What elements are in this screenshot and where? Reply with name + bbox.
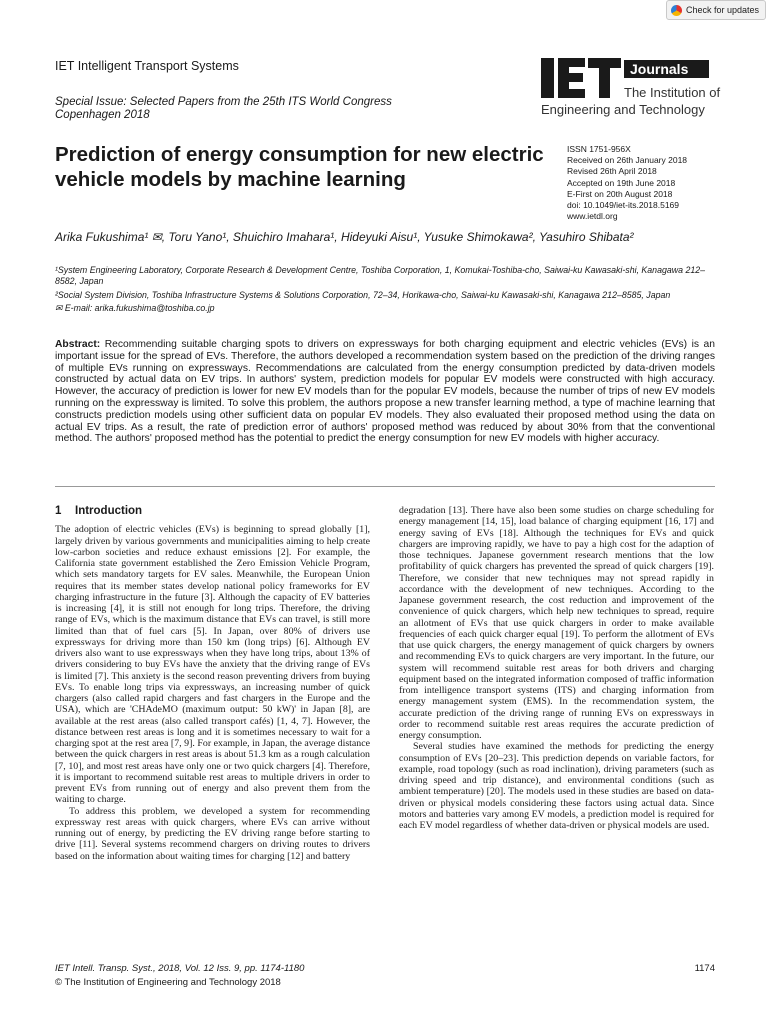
journals-label: Journals xyxy=(624,60,709,78)
special-issue-line1: Special Issue: Selected Papers from the 25th ITS World Congress xyxy=(55,96,392,108)
affiliations xyxy=(55,265,715,316)
footer-copyright: © The Institution of Engineering and Technology 2018 xyxy=(55,977,281,988)
paper-title: Prediction of energy consumption for new electric vehicle models by machine learning xyxy=(55,143,544,191)
corresponding-email: ✉ E-mail: arika.fukushima@toshiba.co.jp xyxy=(55,302,215,313)
abstract xyxy=(55,339,715,445)
page-number: 1174 xyxy=(694,963,715,974)
iet-journals-logo xyxy=(541,58,721,122)
check-for-updates-button[interactable] xyxy=(666,0,766,20)
section-title: Introduction xyxy=(75,505,143,517)
issn: ISSN 1751-956X xyxy=(567,144,631,154)
footer-citation: IET Intell. Transp. Syst., 2018, Vol. 12 Iss. 9, pp. 1174-1180 xyxy=(55,963,305,974)
website: www.ietdl.org xyxy=(567,211,618,222)
affiliation-2: ²Social System Division, Toshiba Infrastructure Systems & Solutions Corporation, 72–34, Horikawa-cho, Saiwai-ku Kawasaki-shi, Kanagawa 212–8585, Japan xyxy=(55,289,671,300)
doi: doi: 10.1049/iet-its.2018.5169 xyxy=(567,200,680,211)
divider xyxy=(55,486,715,487)
body-column-right xyxy=(399,505,714,831)
paragraph: The adoption of electric vehicles (EVs) is beginning to spread globally [1], largely driven by various governments and municipalities aiming to help create low-carbon societies and reduce exhaust emissions [2]. For example, the California state government established the Zero Emission Vehicle Program, which sets mandatory targets for EV sales. Meanwhile, the European Union requires that its member states develop national policy frameworks for EV charging infrastructure in the future [3]. Although the capacity of EV batteries is increasing [4], it is still not enough for long trips. Therefore, the driving range of EVs, which is the maximum distance that EVs can travel, is still more limited than that of fuel cars [5]. In Japan, over 80% of drivers use expressways for driving more than 150 km (long trips) [6]. Although EV drivers also want to use expressways when they have long trips, about 13% of drivers considering to buy EVs have the anxiety that the driving range of EVs is limited [7]. This anxiety is the second reason preventing drivers from buying EVs. To enable long trips via expressways, an increasing number of quick chargers (also called rapid chargers and fast chargers in the Europe and the USA), which are 'CHAdeMO (maximum output: 50 kW)' in Japan [8], are available at the rest areas (also called transport cafés) [1, 4, 7]. However, the distance between rest areas is long and it is sometimes necessary to wait for a charging spot at the rest area [7, 9]. For example, in Japan, the average distance between the quick chargers in rest areas is about 51.3 km as a rough calculation [7, 10], and most rest areas have only one or two quick chargers [4]. Therefore, it is important to recommend suitable rest areas to multiple drivers in order to prevent EVs from running out of energy and also prevent them from the waiting to charge. xyxy=(55,524,370,806)
special-issue-line2: Copenhagen 2018 xyxy=(55,109,150,121)
accepted-date: Accepted on 19th June 2018 xyxy=(567,177,676,188)
institution-line2: Engineering and Technology xyxy=(541,102,705,117)
abstract-text: Recommending suitable charging spots to drivers on expressways for both charging equipment and electric vehicles (EVs) is an important issue for the spread of EVs. Therefore, the authors developed a recommendation system based on the prediction of the driving ranges of multiple EVs running on expressways. Recommendations are calculated from the energy consumption predicted by data-driven models constructed by actual data on EV trips. In authors' system, prediction models for popular EV models were constructed with high accuracy. However, the accuracy of prediction is lower for new EV models than for the popular EV models, because the number of trips of new EV models running on the expressway is limited. To solve this problem, the authors propose a new transfer learning method, a type of machine learning that constructs prediction models using other sufficient data on popular EV models. They also evaluated their proposed method using the data on actual EV trips. As a result, the rate of prediction error of authors' proposed method was reduced by about 30% from that the conventional method. The authors' proposed method has the potential to predict the energy consumption for new EV models with higher accuracy. xyxy=(55,339,715,445)
paragraph: Several studies have examined the methods for predicting the energy consumption of EVs [20–23]. This prediction depends on variable factors, for example, road topology (such as road inclination), driving parameters (such as driving speed and trip distance), and environmental conditions (such as ambient temperature) [20]. The models used in these studies are based on data-driven or physical models considering these factors using actual data. Since motors and batteries vary among EV models, a prediction model is required for each EV model regardless of whether data-driven or physical models are used. xyxy=(399,741,714,831)
special-issue xyxy=(55,96,475,122)
author-list: Arika Fukushima¹ ✉, Toru Yano¹, Shuichiro Imahara¹, Hideyuki Aisu¹, Yusuke Shimokawa², Yasuhiro Shibata² xyxy=(55,230,634,244)
institution-line1: The Institution of xyxy=(624,85,721,100)
received-date: Received on 26th January 2018 xyxy=(567,155,688,166)
crossmark-icon xyxy=(671,5,682,16)
section-number: 1 xyxy=(55,505,62,517)
paragraph: To address this problem, we developed a system for recommending expressway rest areas with quick chargers, where EVs can arrive without running out of energy, by predicting the EV driving range before starting to drive [11]. Several systems recommend chargers on driving routes to drivers based on the information about waiting times for charging [12] and battery xyxy=(55,805,370,862)
check-for-updates-label: Check for updates xyxy=(685,5,759,15)
journal-name: IET Intelligent Transport Systems xyxy=(55,59,239,73)
efirst-date: E-First on 20th August 2018 xyxy=(567,188,673,199)
abstract-label: Abstract: xyxy=(55,339,101,350)
article-meta xyxy=(567,144,687,222)
paragraph: degradation [13]. There have also been some studies on charge scheduling for energy management [14, 15], load balance of charging equipment [16, 17] and energy saving of EVs [18]. Although the techniques for EVs and quick chargers are improving rapidly, we have to pay a high cost for the adaption of those techniques. Japanese government research mentions that the low profitability of quick chargers has prevented the spread of quick chargers [19]. Therefore, we consider that new techniques may not spread rapidly in accordance with the development of new techniques. According to the Japanese government research, the cost reduction and improvement of the convenience of quick chargers, which help new techniques to spread, require an allotment of EVs that use quick chargers in order to make available frequencies of each quick charger equal [19]. To perform the allotment of EVs that use quick chargers, the energy management of quick chargers by owners and recommending EVs to quick chargers are very important. In the future, our system will recommend suitable rest areas for both drivers and charging equipment based on the integrated information composed of traffic information from intelligence transport systems (ITS) and charging information from energy management system (EMS). In the recommendation system, the accurate prediction of the driving range of running EVs on expressways in order to recommend suitable rest areas requires the accurate prediction of energy consumption. xyxy=(399,505,714,741)
iet-logo-mark xyxy=(541,58,621,98)
section-heading xyxy=(55,506,370,517)
affiliation-1: ¹System Engineering Laboratory, Corporate Research & Development Centre, Toshiba Corporation, 1, Komukai-Toshiba-cho, Saiwai-ku Kawasaki-shi, Kanagawa 212–8582, Japan xyxy=(55,265,706,287)
body-column-left xyxy=(55,506,370,862)
revised-date: Revised 26th April 2018 xyxy=(567,166,657,177)
